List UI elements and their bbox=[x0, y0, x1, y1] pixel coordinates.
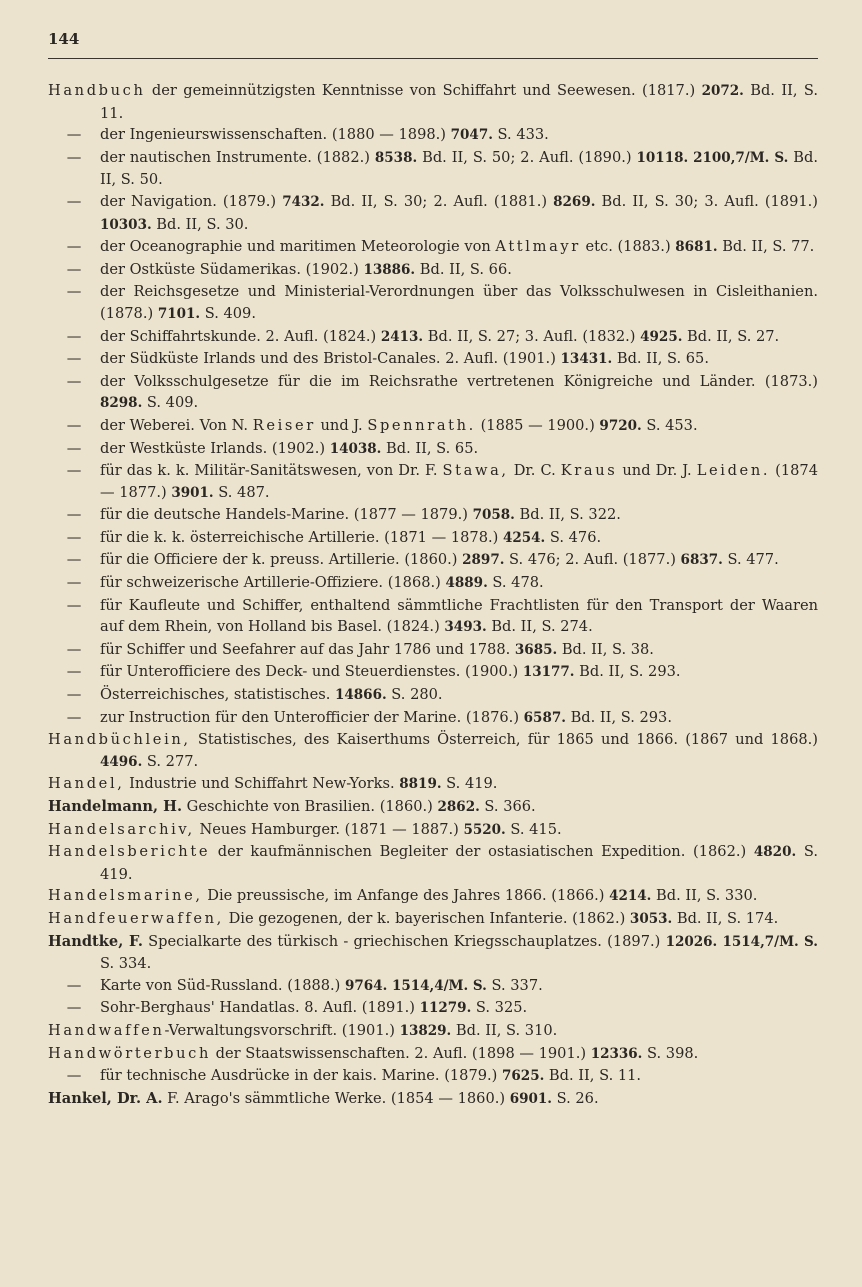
entry-text: Die preussische, im Anfange des Jahres 1866. (1866.) bbox=[202, 887, 610, 905]
sub-entry bbox=[48, 259, 818, 282]
ditto-dash: — bbox=[66, 192, 82, 210]
catalog-number: 10118. bbox=[636, 149, 689, 166]
catalog-number: 2862. bbox=[437, 799, 480, 815]
entry-text: Specialkarte des türkisch - griechischen Kriegsschauplatzes. (1897.) bbox=[142, 932, 666, 950]
ditto-dash: — bbox=[66, 350, 82, 368]
sub-entry bbox=[48, 661, 818, 684]
entry-text: Bd. II, S. 274. bbox=[486, 618, 593, 636]
entry-text: für schweizerische Artillerie-Offiziere. (1868.) bbox=[100, 574, 446, 592]
entry-text: Bd. II, S. 65. bbox=[381, 439, 479, 457]
sub-entry bbox=[48, 639, 818, 662]
catalog-number: 6837. bbox=[680, 552, 723, 569]
spaced-lemma: Stawa, bbox=[442, 462, 509, 480]
ditto-dash: — bbox=[66, 416, 82, 434]
entry-text: für Unterofficiere des Deck- und Steuerdienstes. (1900.) bbox=[100, 663, 523, 681]
entry-text: zur Instruction für den Unterofficier der Marine. (1876.) bbox=[100, 708, 524, 726]
catalog-number: 9720. bbox=[599, 417, 642, 434]
ditto-dash: — bbox=[66, 528, 82, 546]
entry-text: der Ostküste Südamerikas. (1902.) bbox=[100, 260, 364, 278]
entry-text: etc. (1883.) bbox=[580, 238, 676, 256]
ditto-dash: — bbox=[66, 999, 82, 1017]
entry-text: Bd. II, S. 50. bbox=[100, 148, 818, 189]
catalog-number: 13886. bbox=[363, 261, 416, 278]
entry-text: der Ingenieurswissenschaften. (1880 — 1898.) bbox=[100, 126, 451, 144]
ditto-dash: — bbox=[66, 708, 82, 726]
entry-text: S. 325. bbox=[471, 999, 528, 1017]
catalog-number: 11279. bbox=[419, 1000, 472, 1017]
catalog-number: 3901. bbox=[171, 484, 214, 501]
entry-text: S. 366. bbox=[479, 798, 536, 815]
ditto-dash: — bbox=[66, 640, 82, 658]
catalog-number: 9764. bbox=[345, 977, 388, 994]
catalog-number: 12336. bbox=[590, 1045, 643, 1062]
entry-text: Sohr-Berghaus' Handatlas. 8. Aufl. (1891.) bbox=[100, 999, 420, 1017]
catalog-number: 8681. bbox=[675, 239, 718, 256]
sub-entry bbox=[48, 236, 818, 259]
catalog-number: 1514,4/M. S. bbox=[391, 977, 487, 994]
catalog-number: 4925. bbox=[640, 328, 683, 345]
spaced-lemma: Reiser bbox=[252, 416, 316, 434]
entry-text: der kaufmännischen Begleiter der ostasiatischen Expedition. (1862.) bbox=[210, 843, 754, 861]
catalog-number: 1514,7/M. S. bbox=[722, 933, 819, 950]
sub-entry bbox=[48, 147, 818, 191]
entry-text: für das k. k. Militär-Sanitätswesen, von Dr. F. bbox=[100, 462, 443, 480]
spaced-lemma: Handelsberichte bbox=[48, 843, 211, 861]
sub-entry bbox=[48, 997, 818, 1020]
entry-text: F. Arago's sämmtliche Werke. (1854 — 1860.) bbox=[162, 1089, 510, 1107]
entry-text: für Kaufleute und Schiffer, enthaltend sämmtliche Frachtlisten für den Transport der Waaren auf dem Rhein, von Holland bis Basel. (1824.) bbox=[100, 596, 818, 636]
entry-text: S. 409. bbox=[200, 304, 256, 322]
entry-text: für die Officiere der k. preuss. Artillerie. (1860.) bbox=[100, 551, 463, 569]
catalog-number: 3493. bbox=[444, 619, 487, 636]
sub-entry bbox=[48, 438, 818, 461]
entry-text: (1885 — 1900.) bbox=[475, 416, 600, 434]
entry-text: Bd. II, S. 38. bbox=[557, 640, 654, 658]
catalog-number: 6901. bbox=[509, 1090, 552, 1107]
entry-text: Bd. II, S. 174. bbox=[672, 909, 779, 927]
entry-text: Neues Hamburger. (1871 — 1887.) bbox=[194, 820, 464, 838]
catalog-number: 7101. bbox=[157, 305, 201, 322]
main-entry bbox=[48, 1088, 818, 1111]
entry-text: der gemeinnützigsten Kenntnisse von Schiffahrt und Seewesen. (1817.) bbox=[145, 82, 702, 99]
entry-text: S. 334. bbox=[100, 955, 152, 973]
author-name: Handelmann, H. bbox=[48, 798, 183, 815]
sub-entry bbox=[48, 415, 818, 438]
sub-entry bbox=[48, 191, 818, 236]
catalog-number: 4214. bbox=[609, 888, 652, 905]
entry-text: S. 419. bbox=[100, 843, 818, 883]
sub-entry bbox=[48, 124, 818, 147]
catalog-number: 5520. bbox=[463, 821, 506, 838]
ditto-dash: — bbox=[66, 439, 82, 457]
entry-text: S. 419. bbox=[441, 775, 498, 793]
entry-text: Bd. II, S. 27; 3. Aufl. (1832.) bbox=[423, 327, 641, 345]
spaced-lemma: Spennrath. bbox=[367, 416, 476, 434]
entry-text: der Südküste Irlands und des Bristol-Canales. 2. Aufl. (1901.) bbox=[100, 350, 561, 368]
entry-text: Bd. II, S. 30. bbox=[151, 215, 249, 233]
spaced-lemma: Handelsarchiv, bbox=[48, 820, 195, 838]
spaced-lemma: Handbüchlein, bbox=[48, 731, 191, 749]
entry-text: S. 26. bbox=[551, 1089, 599, 1107]
sub-entry bbox=[48, 707, 818, 730]
catalog-number: 8538. bbox=[374, 149, 418, 166]
ditto-dash: — bbox=[66, 596, 82, 614]
sub-entry bbox=[48, 348, 818, 371]
entry-text: Bd. II, S. 50; 2. Aufl. (1890.) bbox=[417, 148, 637, 166]
ditto-dash: — bbox=[66, 663, 82, 681]
entry-text: S. 433. bbox=[492, 126, 549, 144]
sub-entry bbox=[48, 326, 818, 349]
main-entry bbox=[48, 796, 818, 819]
main-entry bbox=[48, 1043, 818, 1066]
ditto-dash: — bbox=[66, 551, 82, 569]
ditto-dash: — bbox=[66, 506, 82, 524]
spaced-lemma: Handwaffen bbox=[48, 1021, 165, 1039]
sub-entry bbox=[48, 1065, 818, 1088]
entry-text: Bd. II, S. 330. bbox=[651, 887, 758, 905]
main-entry bbox=[48, 819, 818, 842]
catalog-number: 2897. bbox=[462, 552, 505, 569]
spaced-lemma: Handfeuerwaffen, bbox=[48, 909, 224, 927]
entry-text: S. 415. bbox=[505, 820, 562, 838]
entry-text: und Dr. J. bbox=[617, 462, 697, 480]
entry-text: Karte von Süd-Russland. (1888.) bbox=[100, 976, 346, 994]
entry-text: der Westküste Irlands. (1902.) bbox=[100, 439, 330, 457]
entry-text: der Oceanographie und maritimen Meteorologie von bbox=[100, 238, 496, 256]
catalog-number: 14866. bbox=[335, 687, 387, 704]
sub-entry bbox=[48, 684, 818, 707]
entry-text: S. 487. bbox=[213, 483, 270, 501]
entry-text: Bd. II, S. 293. bbox=[574, 663, 681, 681]
main-entry bbox=[48, 729, 818, 773]
catalog-number: 13431. bbox=[560, 351, 613, 368]
spaced-lemma: Handbuch bbox=[48, 82, 146, 99]
entry-text: S. 398. bbox=[642, 1044, 699, 1062]
spaced-lemma: Handelsmarine, bbox=[48, 887, 203, 905]
entry-text: (1874 — 1877.) bbox=[100, 462, 818, 501]
entry-text: Bd. II, S. 27. bbox=[682, 327, 780, 345]
entry-text: Bd. II, S. 293. bbox=[565, 708, 672, 726]
entry-text: Die gezogenen, der k. bayerischen Infanterie. (1862.) bbox=[223, 909, 630, 927]
entry-text: der Navigation. (1879.) bbox=[100, 192, 283, 210]
spaced-lemma: Leiden. bbox=[696, 462, 771, 480]
catalog-number: 14038. bbox=[329, 440, 382, 457]
entry-text: für technische Ausdrücke in der kais. Marine. (1879.) bbox=[100, 1067, 503, 1085]
sub-entry bbox=[48, 527, 818, 550]
entry-text: S. 478. bbox=[487, 574, 544, 592]
entry-text: S. 476. bbox=[545, 528, 602, 546]
entry-text: S. 280. bbox=[386, 686, 443, 704]
ditto-dash: — bbox=[66, 283, 82, 301]
sub-entry bbox=[48, 595, 818, 639]
catalog-number: 2413. bbox=[380, 328, 424, 345]
entry-text: S. 477. bbox=[722, 551, 779, 569]
main-entry bbox=[48, 931, 818, 975]
sub-entry bbox=[48, 549, 818, 572]
catalog-number: 4820. bbox=[753, 844, 797, 861]
sub-entry bbox=[48, 504, 818, 527]
spaced-lemma: Kraus bbox=[560, 462, 618, 480]
ditto-dash: — bbox=[66, 1067, 82, 1085]
sub-entry bbox=[48, 281, 818, 325]
catalog-number: 4254. bbox=[502, 529, 546, 546]
entry-text: Österreichisches, statistisches. bbox=[100, 686, 335, 704]
sub-entry bbox=[48, 460, 818, 504]
entry-text: Dr. C. bbox=[508, 462, 561, 480]
entry-text: der Volksschulgesetze für die im Reichsrathe vertretenen Königreiche und Länder. (1873.) bbox=[100, 372, 818, 390]
main-entry bbox=[48, 908, 818, 931]
catalog-number: 2072. bbox=[701, 83, 744, 99]
catalog-number: 7432. bbox=[282, 193, 325, 210]
author-name: Handtke, F. bbox=[48, 932, 143, 950]
spaced-lemma: Handwörterbuch bbox=[48, 1044, 212, 1062]
entry-text: für die deutsche Handels-Marine. (1877 — 1879.) bbox=[100, 506, 473, 524]
entry-text: der Staatswissenschaften. 2. Aufl. (1898 — 1901.) bbox=[211, 1044, 591, 1062]
main-entry bbox=[48, 773, 818, 796]
main-entry bbox=[48, 1020, 818, 1043]
entry-text: S. 337. bbox=[486, 976, 543, 994]
sub-entry bbox=[48, 371, 818, 415]
catalog-number: 13829. bbox=[399, 1022, 452, 1039]
entry-text: Bd. II, S. 11. bbox=[100, 82, 818, 122]
ditto-dash: — bbox=[66, 372, 82, 390]
entry-text: -Verwaltungsvorschrift. (1901.) bbox=[164, 1021, 400, 1039]
author-name: Hankel, Dr. A. bbox=[48, 1089, 163, 1107]
sub-entry bbox=[48, 975, 818, 998]
ditto-dash: — bbox=[66, 327, 82, 345]
sub-entry bbox=[48, 572, 818, 595]
entry-text: Bd. II, S. 11. bbox=[544, 1067, 642, 1085]
entry-text: der Schiffahrtskunde. 2. Aufl. (1824.) bbox=[100, 327, 381, 345]
ditto-dash: — bbox=[66, 686, 82, 704]
ditto-dash: — bbox=[66, 976, 82, 994]
catalog-number: 12026. bbox=[665, 933, 718, 950]
ditto-dash: — bbox=[66, 462, 82, 480]
main-entry bbox=[48, 80, 818, 124]
entry-text: S. 409. bbox=[142, 394, 199, 412]
entry-list bbox=[48, 80, 818, 1110]
entry-text: Bd. II, S. 65. bbox=[612, 350, 709, 368]
entry-text: für Schiffer und Seefahrer auf das Jahr 1786 und 1788. bbox=[100, 640, 515, 658]
header-rule bbox=[48, 58, 818, 59]
entry-text: S. 277. bbox=[142, 752, 199, 770]
entry-text: der nautischen Instrumente. (1882.) bbox=[100, 148, 375, 166]
catalog-number: 6587. bbox=[523, 709, 566, 726]
catalog-number: 8269. bbox=[553, 193, 596, 210]
page-number: 144 bbox=[48, 30, 80, 48]
ditto-dash: — bbox=[66, 238, 82, 256]
main-entry bbox=[48, 885, 818, 908]
entry-text: Bd. II, S. 310. bbox=[451, 1021, 558, 1039]
entry-text: der Reichsgesetze und Ministerial-Verordnungen über das Volksschulwesen in Cisleithanien. (1878.) bbox=[100, 283, 818, 322]
catalog-number: 4496. bbox=[100, 753, 143, 770]
entry-text: Industrie und Schiffahrt New-Yorks. bbox=[124, 775, 400, 793]
ditto-dash: — bbox=[66, 148, 82, 166]
catalog-number: 8298. bbox=[100, 395, 143, 412]
catalog-number: 7047. bbox=[450, 127, 493, 144]
ditto-dash: — bbox=[66, 574, 82, 592]
catalog-number: 2100,7/M. S. bbox=[693, 149, 789, 166]
entry-text: der Weberei. Von N. bbox=[100, 416, 253, 434]
ditto-dash: — bbox=[66, 126, 82, 144]
entry-text: und J. bbox=[315, 416, 368, 434]
catalog-number: 10303. bbox=[100, 216, 152, 233]
catalog-number: 4889. bbox=[445, 575, 488, 592]
catalog-number: 3053. bbox=[629, 910, 673, 927]
catalog-number: 3685. bbox=[514, 641, 558, 658]
ditto-dash: — bbox=[66, 260, 82, 278]
entry-text: für die k. k. österreichische Artillerie. (1871 — 1878.) bbox=[100, 528, 503, 546]
catalog-number: 13177. bbox=[522, 664, 575, 681]
entry-text: Bd. II, S. 77. bbox=[717, 238, 815, 256]
entry-text: Statistisches, des Kaiserthums Österreich, für 1865 und 1866. (1867 und 1868.) bbox=[190, 731, 818, 749]
entry-text: Bd. II, S. 322. bbox=[514, 506, 621, 524]
entry-text: Bd. II, S. 30; 3. Aufl. (1891.) bbox=[595, 192, 818, 210]
spaced-lemma: Attlmayr bbox=[495, 238, 581, 256]
entry-text: Geschichte von Brasilien. (1860.) bbox=[182, 798, 438, 815]
entry-text: Bd. II, S. 66. bbox=[415, 260, 512, 278]
catalog-number: 8819. bbox=[399, 776, 442, 793]
spaced-lemma: Handel, bbox=[48, 775, 125, 793]
entry-text: S. 453. bbox=[641, 416, 698, 434]
entry-text: Bd. II, S. 30; 2. Aufl. (1881.) bbox=[324, 192, 554, 210]
catalog-number: 7058. bbox=[472, 507, 515, 524]
catalog-number: 7625. bbox=[502, 1068, 545, 1085]
entry-text: S. 476; 2. Aufl. (1877.) bbox=[504, 551, 681, 569]
main-entry bbox=[48, 841, 818, 885]
